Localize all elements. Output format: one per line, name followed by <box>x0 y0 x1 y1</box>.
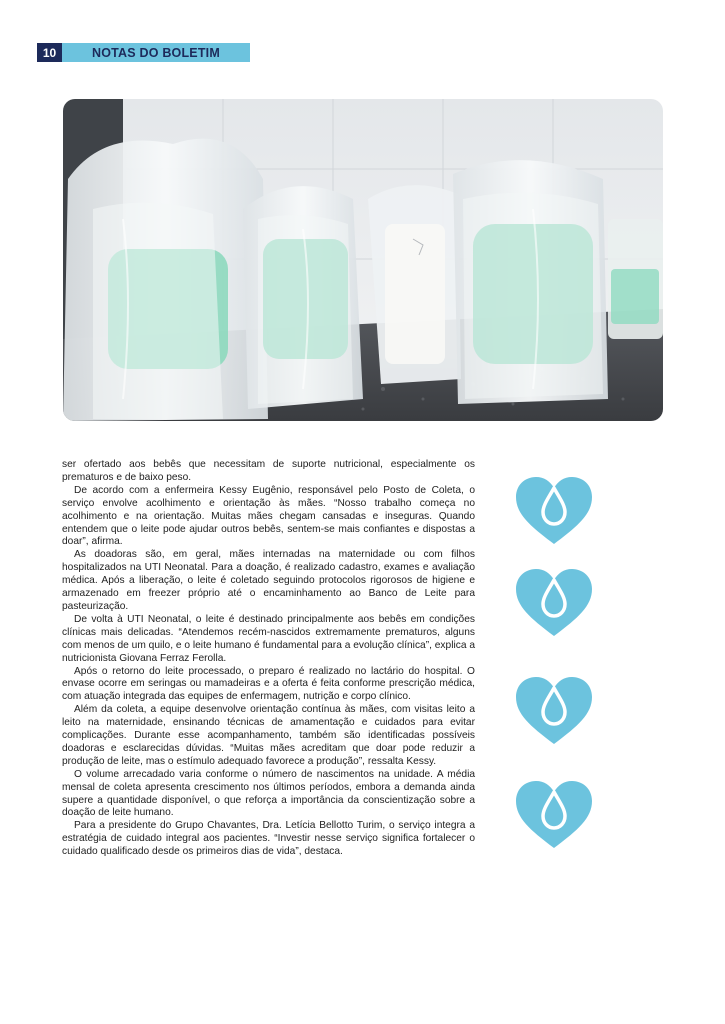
article-paragraph: Para a presidente do Grupo Chavantes, Dra. Letícia Bellotto Turim, o serviço integra a estratégia de cuidado integral aos pacientes. “Investir nesse serviço significa fortalecer o cuidado qualificado desde os primeiros dias de vida”, destaca. <box>62 820 475 858</box>
page-number: 10 <box>37 43 62 62</box>
section-title: NOTAS DO BOLETIM <box>62 43 250 62</box>
heart-drop-icon <box>514 568 594 638</box>
page-header <box>37 43 250 62</box>
article-photo <box>63 99 663 421</box>
article-paragraph: O volume arrecadado varia conforme o número de nascimentos na unidade. A média mensal de coleta apresenta crescimento nos últimos períodos, embora a demanda ainda supere a quantidade disponível, o que reforça a importância da conscientização sobre a doação de leite humano. <box>62 768 475 819</box>
article-paragraph: Além da coleta, a equipe desenvolve orientação contínua às mães, com visitas leito a leito na maternidade, ensinando técnicas de amamentação e cuidados para evitar complicações. Durante esse acompanhamento, também são identificadas possíveis doadoras e esclarecidas dúvidas. “Muitas mães acreditam que doar pode reduzir a produção de leite, mas o estímulo adequado favorece a produção”, ressalta Kessy. <box>62 704 475 767</box>
heart-drop-icon <box>514 676 594 746</box>
article-paragraph: De volta à UTI Neonatal, o leite é destinado principalmente aos bebês em condições clínicas mais delicadas. “Atendemos recém-nascidos extremamente prematuros, alguns com menos de um quilo, e o leite humano é fundamental para a evolução clínica”, explica a nutricionista Giovana Ferraz Ferolla. <box>62 613 475 664</box>
article-paragraph: Após o retorno do leite processado, o preparo é realizado no lactário do hospital. O envase ocorre em seringas ou mamadeiras e a oferta é feita conforme prescrição médica, com atuação integrada das equipes de enfermagem, nutrição e corpo clínico. <box>62 665 475 703</box>
article-body <box>62 459 475 859</box>
article-paragraph: ser ofertado aos bebês que necessitam de suporte nutricional, especialmente os prematuros e de baixo peso. <box>62 459 475 483</box>
article-paragraph: As doadoras são, em geral, mães internadas na maternidade ou com filhos hospitalizados na UTI Neonatal. Para a doação, é realizado cadastro, exames e avaliação médica. Após a liberação, o leite é coletado seguindo protocolos rigorosos de higiene e armazenado em freezer próprio até o encaminhamento ao Banco de Leite para pasteurização. <box>62 549 475 612</box>
heart-drop-icon <box>514 780 594 850</box>
article-paragraph: De acordo com a enfermeira Kessy Eugênio, responsável pelo Posto de Coleta, o serviço envolve acolhimento e orientação às mães. “Nosso trabalho começa no acolhimento e na orientação. Muitas mães chegam cansadas e inseguras. Quando entendem que o leite pode ajudar outros bebês, sentem-se mais confiantes e dispostas a doar”, afirma. <box>62 484 475 548</box>
heart-drop-icon <box>514 476 594 546</box>
